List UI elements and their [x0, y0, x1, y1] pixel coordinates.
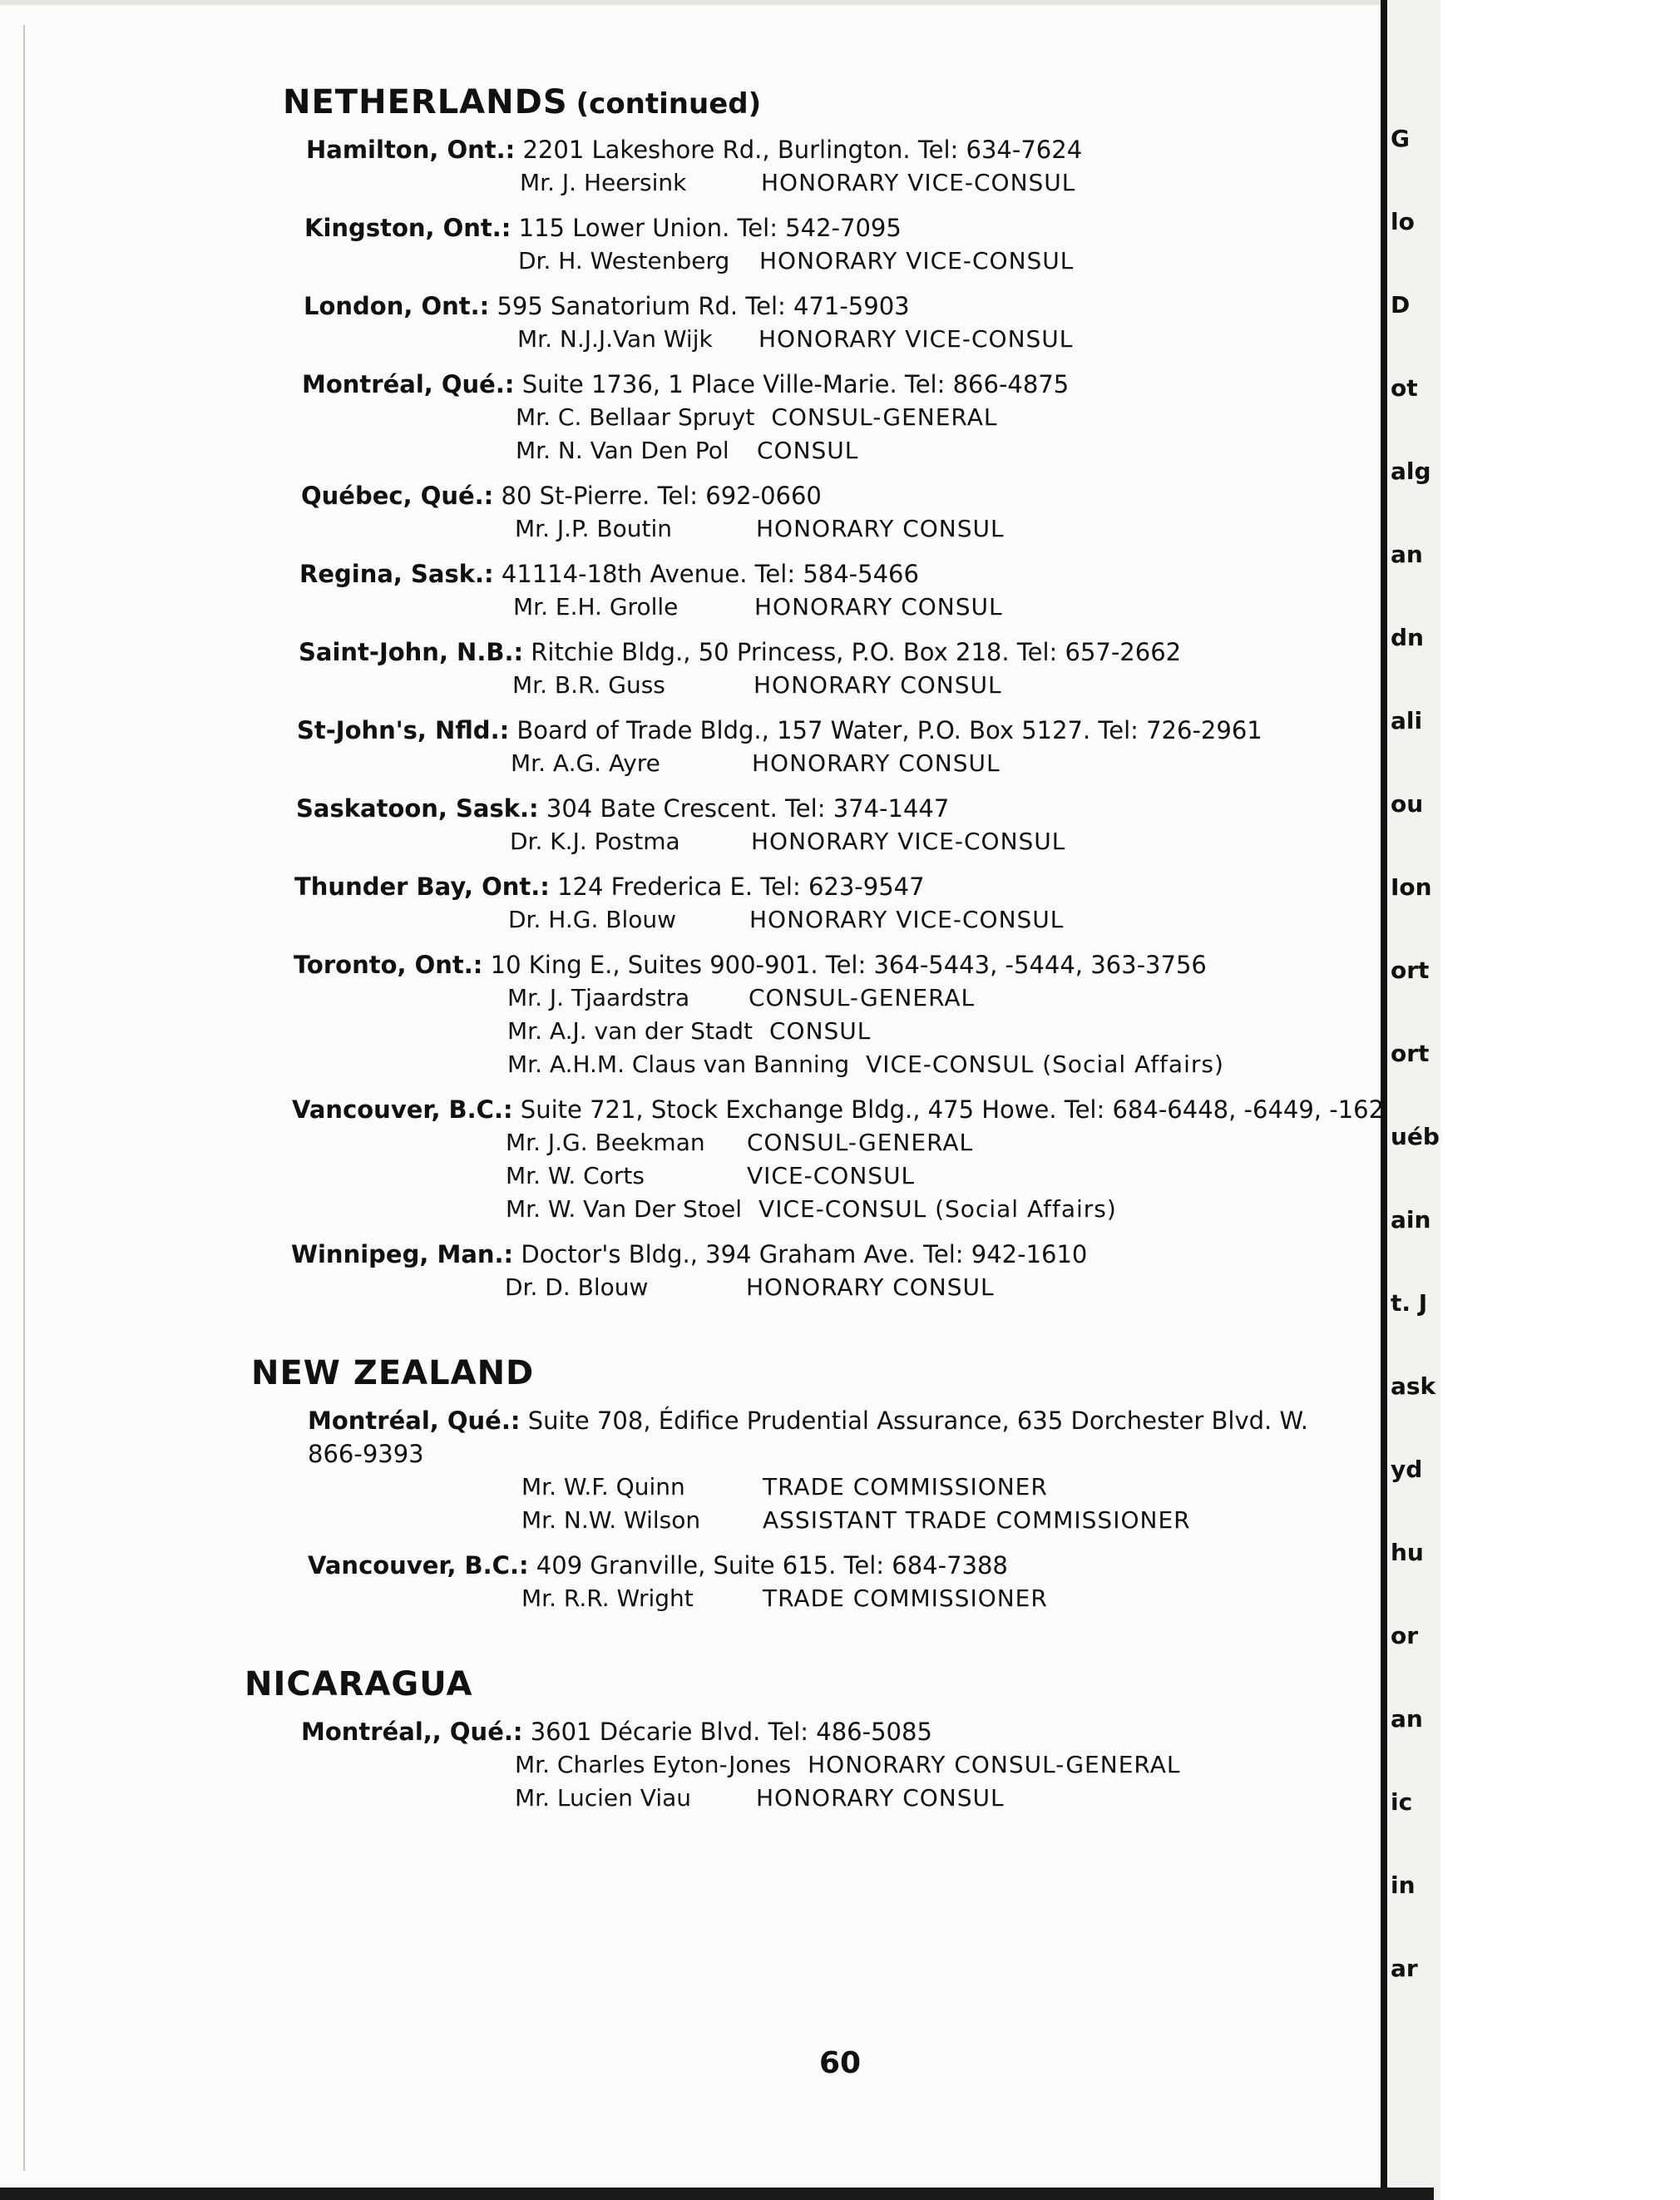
adjacent-page-fragment: ou — [1391, 790, 1424, 818]
official-name: Mr. B.R. Guss — [512, 671, 665, 699]
official-row — [517, 323, 1372, 356]
official-title: ASSISTANT TRADE COMMISSIONER — [763, 1506, 1191, 1534]
official-row — [521, 1582, 1372, 1615]
entry-address-line — [301, 1715, 1372, 1748]
entry-address: Suite 1736, 1 Place Ville-Marie. Tel: 866-4875 — [521, 370, 1070, 398]
country-section — [251, 1354, 1372, 1615]
adjacent-page-fragment: D — [1391, 291, 1411, 319]
consulate-entry — [240, 792, 1372, 858]
adjacent-page-fragment: lo — [1391, 208, 1415, 235]
official-row — [520, 166, 1372, 200]
section-gap — [250, 1304, 1372, 1354]
official-title: CONSUL — [768, 1017, 872, 1045]
entry-address: 41114-18th Avenue. Tel: 584-5466 — [501, 560, 919, 588]
page-bottom-edge — [0, 2188, 1434, 2200]
entry-address-line — [304, 211, 1372, 245]
consulate-entry — [237, 948, 1372, 1081]
official-name: Mr. A.G. Ayre — [511, 749, 660, 777]
entry-address: 2201 Lakeshore Rd., Burlington. Tel: 634-7624 — [522, 136, 1083, 164]
official-name: Dr. D. Blouw — [505, 1273, 649, 1301]
official-name: Mr. J.P. Boutin — [515, 515, 672, 542]
official-title: HONORARY CONSUL-GENERAL — [808, 1751, 1181, 1778]
official-title: HONORARY VICE-CONSUL — [749, 906, 1065, 933]
official-row — [506, 1126, 1372, 1159]
entry-city: Hamilton, Ont.: — [306, 136, 516, 164]
country-section — [283, 83, 1385, 1304]
page-top-edge — [0, 0, 1434, 5]
country-heading-suffix: (continued) — [576, 87, 762, 121]
entry-city: Toronto, Ont.: — [294, 951, 483, 979]
entry-address-line — [306, 133, 1372, 166]
official-name: Mr. C. Bellaar Spruyt — [516, 403, 755, 431]
official-name: Mr. Lucien Viau — [515, 1784, 692, 1812]
page-number: 60 — [818, 2046, 862, 2080]
entry-address-line — [308, 1549, 1372, 1582]
official-name: Mr. N.W. Wilson — [521, 1506, 701, 1534]
entry-city: London, Ont.: — [304, 292, 490, 320]
country-heading — [251, 1354, 1372, 1392]
consulate-entry — [235, 1093, 1385, 1226]
adjacent-page-fragment: ar — [1391, 1955, 1418, 1982]
entry-address-line — [299, 635, 1372, 669]
consulate-entry — [243, 557, 1372, 624]
official-title: HONORARY CONSUL — [756, 515, 1005, 542]
official-title: CONSUL — [757, 437, 859, 464]
consulate-entry — [242, 635, 1372, 702]
official-name: Mr. J.G. Beekman — [506, 1129, 705, 1156]
official-name: Dr. H. Westenberg — [518, 247, 730, 274]
entry-address-line — [301, 479, 1372, 512]
entry-address: 3601 Décarie Blvd. Tel: 486-5085 — [530, 1718, 932, 1746]
entry-address: Doctor's Bldg., 394 Graham Ave. Tel: 942-1610 — [521, 1240, 1088, 1268]
entry-address-line — [299, 557, 1372, 591]
official-row — [506, 1159, 1372, 1193]
official-row — [516, 401, 1372, 434]
adjacent-page-fragment: ic — [1391, 1788, 1413, 1816]
adjacent-page-fragment: ali — [1391, 707, 1423, 734]
consulate-entry — [238, 870, 1372, 937]
consulate-entry — [251, 1404, 1372, 1537]
adjacent-page-strip — [1381, 0, 1440, 2200]
adjacent-page-fragment: ort — [1391, 1040, 1430, 1067]
official-title: HONORARY CONSUL — [752, 749, 1001, 777]
adjacent-page-fragment: t. J — [1391, 1289, 1428, 1317]
official-row — [505, 1271, 1372, 1304]
official-name: Mr. W. Van Der Stoel — [506, 1195, 743, 1223]
official-row — [515, 1782, 1372, 1815]
official-row — [507, 1048, 1372, 1081]
entry-address-line — [308, 1404, 1364, 1471]
entry-city: Saint-John, N.B.: — [299, 638, 524, 666]
consulate-entry — [251, 1549, 1372, 1615]
entry-address: Suite 708, Édifice Prudential Assurance, 635 Dorchester Blvd. W. 866-9393 — [308, 1407, 1309, 1468]
entry-address-line — [297, 714, 1372, 747]
entry-address-line — [302, 368, 1372, 401]
entry-address: 80 St-Pierre. Tel: 692-0660 — [501, 482, 822, 510]
official-name: Mr. W.F. Quinn — [521, 1473, 685, 1500]
consulate-entry — [247, 289, 1372, 356]
adjacent-page-fragment: yd — [1391, 1456, 1423, 1483]
official-name: Mr. Charles Eyton-Jones — [515, 1751, 792, 1778]
official-row — [507, 1015, 1372, 1048]
entry-address-line — [291, 1238, 1372, 1271]
entry-address: 304 Bate Crescent. Tel: 374-1447 — [546, 794, 950, 823]
official-title: HONORARY VICE-CONSUL — [758, 325, 1074, 353]
entry-address: 409 Granville, Suite 615. Tel: 684-7388 — [536, 1551, 1008, 1580]
official-title: VICE-CONSUL — [747, 1162, 916, 1189]
consulate-entry — [235, 1238, 1372, 1304]
official-row — [515, 512, 1372, 546]
official-name: Mr. E.H. Grolle — [513, 593, 679, 620]
entry-city: St-John's, Nfld.: — [297, 716, 510, 744]
entry-address-line — [294, 948, 1372, 981]
official-row — [512, 669, 1372, 702]
official-title: TRADE COMMISSIONER — [763, 1584, 1048, 1612]
entry-address: 595 Sanatorium Rd. Tel: 471-5903 — [497, 292, 910, 320]
official-row — [515, 1748, 1372, 1782]
official-row — [508, 903, 1372, 937]
official-title: TRADE COMMISSIONER — [763, 1473, 1048, 1500]
official-title: CONSUL-GENERAL — [747, 1129, 974, 1156]
official-title: HONORARY VICE-CONSUL — [751, 828, 1066, 855]
adjacent-page-fragment: hu — [1391, 1539, 1424, 1566]
adjacent-page-fragment: G — [1391, 125, 1410, 152]
adjacent-page-fragment: ort — [1391, 957, 1430, 984]
adjacent-page-fragment: an — [1391, 1705, 1423, 1733]
adjacent-page-fragment: ask — [1391, 1372, 1436, 1400]
official-title: HONORARY CONSUL — [746, 1273, 995, 1301]
official-name: Mr. J. Tjaardstra — [507, 984, 690, 1011]
official-row — [518, 245, 1372, 278]
official-row — [521, 1504, 1372, 1537]
directory-content — [245, 83, 1385, 1815]
official-row — [513, 591, 1372, 624]
entry-city: Vancouver, B.C.: — [292, 1095, 513, 1124]
entry-address-line — [292, 1093, 1385, 1126]
official-name: Mr. A.J. van der Stadt — [507, 1017, 753, 1045]
entry-address-line — [296, 792, 1372, 825]
country-name: NICARAGUA — [245, 1665, 473, 1703]
official-title: VICE-CONSUL (Social Affairs) — [866, 1051, 1224, 1078]
adjacent-page-fragment: or — [1391, 1622, 1419, 1649]
official-row — [510, 825, 1372, 858]
official-title: CONSUL-GENERAL — [771, 403, 998, 431]
consulate-entry — [240, 714, 1372, 780]
adjacent-page-fragment: an — [1391, 541, 1423, 568]
entry-address: 115 Lower Union. Tel: 542-7095 — [518, 214, 902, 242]
country-heading — [245, 1665, 1372, 1703]
consulate-entry — [250, 133, 1372, 200]
consulate-entry — [245, 479, 1372, 546]
official-name: Mr. J. Heersink — [520, 169, 687, 196]
entry-city: Thunder Bay, Ont.: — [294, 873, 550, 901]
consulate-entry — [245, 368, 1372, 467]
official-title: HONORARY CONSUL — [754, 593, 1003, 620]
entry-city: Montréal, Qué.: — [308, 1407, 521, 1435]
official-name: Mr. A.H.M. Claus van Banning — [507, 1051, 850, 1078]
entry-address-line — [294, 870, 1372, 903]
adjacent-page-fragment: Ion — [1391, 873, 1432, 901]
entry-address: 124 Frederica E. Tel: 623-9547 — [557, 873, 925, 901]
entry-city: Winnipeg, Man.: — [291, 1240, 514, 1268]
entry-city: Vancouver, B.C.: — [308, 1551, 529, 1580]
entry-address: Suite 721, Stock Exchange Bldg., 475 Howe. Tel: 684-6448, -6449, -162 — [520, 1095, 1385, 1124]
entry-city: Kingston, Ont.: — [304, 214, 511, 242]
entry-address: 10 King E., Suites 900-901. Tel: 364-5443, -5444, 363-3756 — [490, 951, 1207, 979]
consulate-entry — [248, 211, 1372, 278]
entry-address-line — [304, 289, 1372, 323]
official-title: VICE-CONSUL (Social Affairs) — [758, 1195, 1117, 1223]
adjacent-page-fragment: ot — [1391, 374, 1418, 402]
official-name: Mr. W. Corts — [506, 1162, 645, 1189]
official-name: Mr. N.J.J.Van Wijk — [517, 325, 713, 353]
official-name: Mr. R.R. Wright — [521, 1584, 694, 1612]
adjacent-page-fragment: in — [1391, 1871, 1416, 1899]
adjacent-page-fragment: alg — [1391, 457, 1431, 485]
official-title: HONORARY VICE-CONSUL — [759, 247, 1075, 274]
official-title: HONORARY VICE-CONSUL — [761, 169, 1076, 196]
official-title: HONORARY CONSUL — [756, 1784, 1005, 1812]
official-title: CONSUL-GENERAL — [749, 984, 976, 1011]
entry-city: Regina, Sask.: — [299, 560, 494, 588]
entry-city: Montréal, Qué.: — [302, 370, 515, 398]
official-title: HONORARY CONSUL — [754, 671, 1002, 699]
country-name: NETHERLANDS — [283, 83, 568, 121]
entry-city: Saskatoon, Sask.: — [296, 794, 539, 823]
official-row — [507, 981, 1372, 1015]
entry-address: Board of Trade Bldg., 157 Water, P.O. Box 5127. Tel: 726-2961 — [516, 716, 1262, 744]
country-heading — [283, 83, 1372, 121]
page-left-edge — [23, 25, 25, 2171]
official-row — [506, 1193, 1372, 1226]
adjacent-page-fragment: uéb — [1391, 1123, 1440, 1150]
entry-city: Montréal,, Qué.: — [301, 1718, 523, 1746]
section-gap — [250, 1615, 1372, 1665]
official-name: Mr. N. Van Den Pol — [516, 437, 729, 464]
official-name: Dr. H.G. Blouw — [508, 906, 677, 933]
entry-city: Québec, Qué.: — [301, 482, 494, 510]
official-row — [511, 747, 1372, 780]
country-section — [245, 1665, 1372, 1815]
official-row — [516, 434, 1372, 467]
adjacent-page-fragment: ain — [1391, 1206, 1431, 1233]
adjacent-page-fragment: dn — [1391, 624, 1424, 651]
official-row — [521, 1471, 1372, 1504]
official-name: Dr. K.J. Postma — [510, 828, 680, 855]
consulate-entry — [245, 1715, 1372, 1815]
country-name: NEW ZEALAND — [251, 1354, 535, 1392]
entry-address: Ritchie Bldg., 50 Princess, P.O. Box 218. Tel: 657-2662 — [531, 638, 1182, 666]
